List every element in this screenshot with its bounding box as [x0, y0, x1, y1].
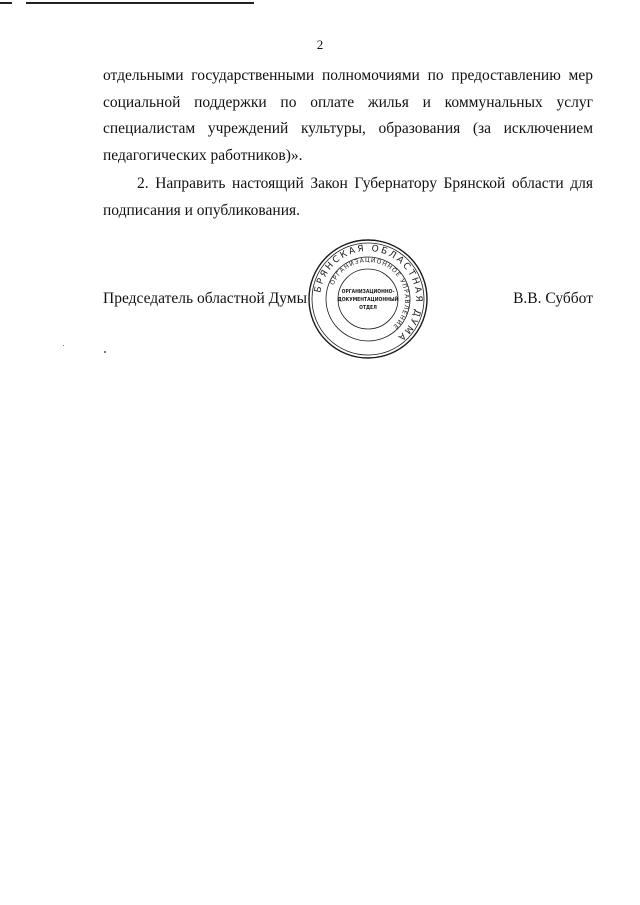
paragraph-line: подписания и опубликования.: [103, 201, 300, 219]
paragraph-line: социальной поддержки по оплате жилья и коммунальных услуг: [103, 93, 593, 111]
seal-center-line: ОТДЕЛ: [359, 305, 377, 311]
paragraph-continuation: [103, 63, 593, 169]
scan-speck: [63, 345, 64, 346]
signatory-name: В.В. Суббот: [513, 290, 593, 307]
paragraph-line: педагогических работников)».: [103, 146, 303, 164]
seal-center-line: ДОКУМЕНТАЦИОННЫЙ: [337, 297, 399, 303]
page-number: 2: [316, 37, 324, 52]
official-seal: [306, 237, 430, 361]
seal-center-line: ОРГАНИЗАЦИОННО-: [341, 289, 395, 295]
seal-inner-text: ОРГАНИЗАЦИОННОЕ УПРАВЛЕНИЕ: [328, 256, 411, 331]
paragraph-line: 2. Направить настоящий Закон Губернатору Брянской области для: [137, 175, 593, 192]
signatory-title: Председатель областной Думы: [103, 290, 308, 307]
scan-edge-rule: [26, 2, 254, 4]
scan-speck: [104, 351, 106, 353]
seal-outer-text: БРЯНСКАЯ ОБЛАСТНАЯ ДУМА: [313, 243, 424, 344]
paragraph-line: отдельными государственными полномочиями по предоставлению мер: [103, 67, 593, 84]
paragraph-line: специалистам учреждений культуры, образования (за исключением: [103, 120, 593, 137]
scan-edge-mark: [0, 2, 12, 4]
paragraph-item-2: [103, 171, 593, 224]
